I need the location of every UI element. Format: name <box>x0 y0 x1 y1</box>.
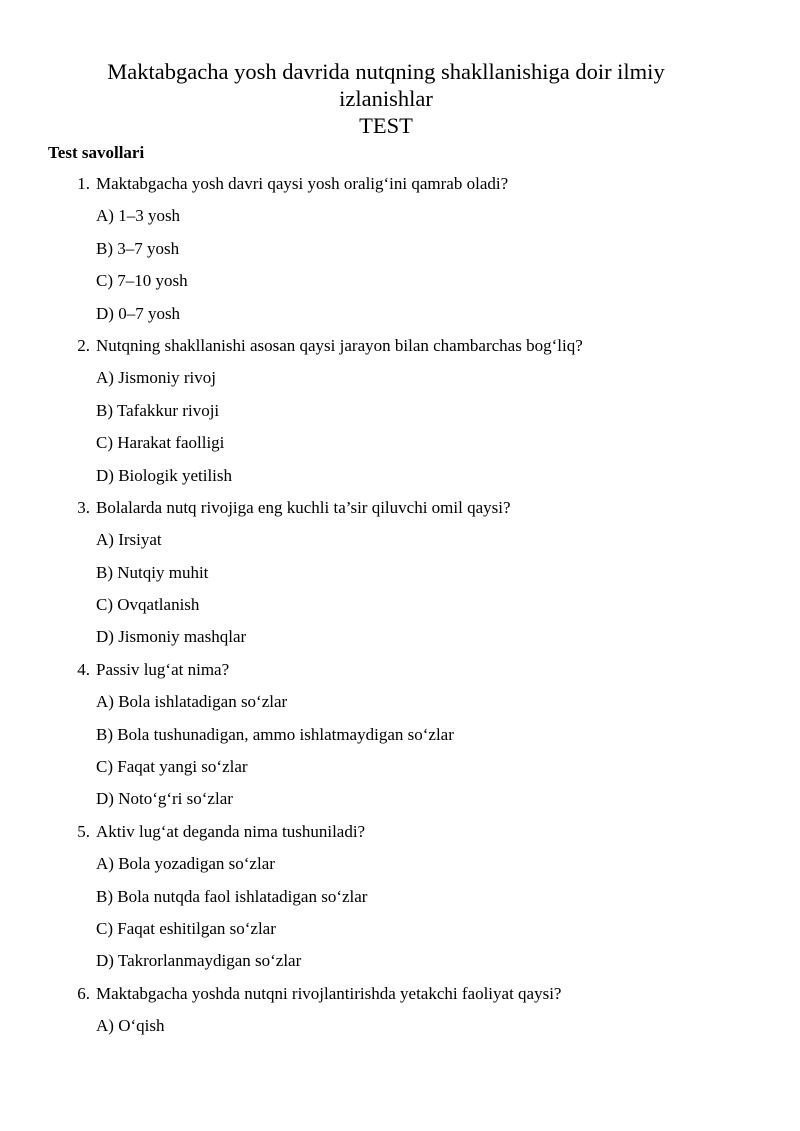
answer-option <box>0 918 800 950</box>
answer-option <box>0 400 800 432</box>
answer-option-text: D) 0–7 yosh <box>96 303 181 323</box>
answer-option <box>0 205 800 237</box>
answer-option-text: D) Biologik yetilish <box>96 465 232 485</box>
answer-option-text: A) Irsiyat <box>96 530 162 550</box>
answer-option <box>0 367 800 399</box>
question-text: Passiv lug‘at nima? <box>96 659 230 679</box>
answer-option <box>0 1015 800 1047</box>
answer-option-text: B) 3–7 yosh <box>96 238 180 258</box>
answer-option <box>0 465 800 497</box>
question-item <box>0 497 800 529</box>
question-number: 5. <box>77 821 90 841</box>
answer-option <box>0 788 800 820</box>
title-line-2: izlanishlar <box>339 86 433 111</box>
answer-option-text: B) Tafakkur rivoji <box>96 400 220 420</box>
answer-option-text: A) Bola yozadigan so‘zlar <box>96 854 275 874</box>
answer-option <box>0 594 800 626</box>
answer-option-text: B) Bola tushunadigan, ammo ishlatmaydigan so‘zlar <box>96 724 454 744</box>
title-line-3: TEST <box>359 113 413 138</box>
document-title <box>0 58 772 139</box>
question-item <box>0 983 800 1015</box>
question-item <box>0 659 800 691</box>
question-text: Maktabgacha yoshda nutqni rivojlantirishda yetakchi faoliyat qaysi? <box>96 983 562 1003</box>
question-text: Aktiv lug‘at deganda nima tushuniladi? <box>96 821 366 841</box>
answer-option <box>0 529 800 561</box>
answer-option <box>0 853 800 885</box>
answer-option <box>0 950 800 982</box>
answer-option-text: A) Jismoniy rivoj <box>96 368 216 388</box>
question-number: 3. <box>77 497 90 517</box>
answer-option <box>0 724 800 756</box>
answer-option <box>0 886 800 918</box>
answer-option <box>0 756 800 788</box>
question-list <box>0 173 800 1048</box>
answer-option <box>0 432 800 464</box>
answer-option-text: D) Jismoniy mashqlar <box>96 627 247 647</box>
answer-option-text: C) Harakat faolligi <box>96 433 225 453</box>
answer-option <box>0 270 800 302</box>
question-item <box>0 335 800 367</box>
question-item <box>0 173 800 205</box>
question-number: 4. <box>77 659 90 679</box>
title-line-1: Maktabgacha yosh davrida nutqning shakllanishiga doir ilmiy <box>107 59 665 84</box>
section-heading: Test savollari <box>48 143 145 162</box>
answer-option-text: C) 7–10 yosh <box>96 271 188 291</box>
answer-option <box>0 626 800 658</box>
question-text: Nutqning shakllanishi asosan qaysi jarayon bilan chambarchas bog‘liq? <box>96 335 583 355</box>
answer-option-text: A) Bola ishlatadigan so‘zlar <box>96 692 288 712</box>
question-number: 2. <box>77 335 90 355</box>
answer-option-text: C) Ovqatlanish <box>96 595 200 615</box>
question-text: Bolalarda nutq rivojiga eng kuchli ta’sir qiluvchi omil qaysi? <box>96 497 511 517</box>
answer-option <box>0 562 800 594</box>
question-number: 6. <box>77 983 90 1003</box>
answer-option-text: D) Takrorlanmaydigan so‘zlar <box>96 951 302 971</box>
answer-option <box>0 691 800 723</box>
question-item <box>0 821 800 853</box>
answer-option <box>0 303 800 335</box>
question-number: 1. <box>77 174 90 193</box>
answer-option-text: D) Noto‘g‘ri so‘zlar <box>96 789 233 809</box>
answer-option <box>0 238 800 270</box>
answer-option-text: C) Faqat yangi so‘zlar <box>96 757 248 777</box>
answer-option-text: C) Faqat eshitilgan so‘zlar <box>96 918 276 938</box>
answer-option-text: A) O‘qish <box>96 1016 165 1036</box>
answer-option-text: A) 1–3 yosh <box>96 206 181 226</box>
question-text: Maktabgacha yosh davri qaysi yosh oralig‘ini qamrab oladi? <box>96 174 509 193</box>
answer-option-text: B) Bola nutqda faol ishlatadigan so‘zlar <box>96 886 368 906</box>
answer-option-text: B) Nutqiy muhit <box>96 562 209 582</box>
